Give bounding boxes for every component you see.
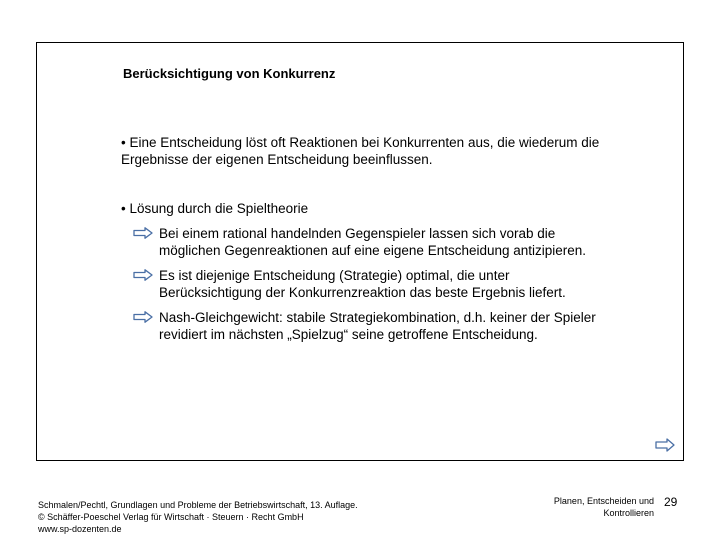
slide-title: Berücksichtigung von Konkurrenz <box>123 66 336 81</box>
sub-point-line: revidiert im nächsten „Spielzug“ seine getroffene Entscheidung. <box>159 327 538 342</box>
footer-citation <box>38 499 358 535</box>
bullet-point <box>121 200 641 217</box>
right-arrow-icon <box>133 311 153 323</box>
footer-chapter-line: Planen, Entscheiden und <box>553 496 654 506</box>
footer-line: © Schäffer-Poeschel Verlag für Wirtschaft · Steuern · Recht GmbH <box>38 512 304 522</box>
right-arrow-icon <box>133 269 153 281</box>
sub-point-text <box>159 225 653 259</box>
sub-point-line: Nash-Gleichgewicht: stabile Strategiekombination, d.h. keiner der Spieler <box>159 310 596 325</box>
sub-point-text <box>159 267 653 301</box>
sub-point <box>133 225 653 261</box>
page-number: 29 <box>664 495 678 509</box>
sub-point <box>133 309 653 345</box>
sub-point <box>133 267 653 303</box>
sub-point-line: möglichen Gegenreaktionen auf eine eigene Entscheidung antizipieren. <box>159 243 587 258</box>
bullet-text-line: • Lösung durch die Spieltheorie <box>121 201 309 216</box>
footer-chapter-line: Kontrollieren <box>603 508 654 518</box>
next-slide-arrow-icon[interactable] <box>655 438 675 452</box>
right-arrow-icon <box>133 227 153 239</box>
bullet-text-line: Ergebnisse der eigenen Entscheidung beeinflussen. <box>121 152 433 167</box>
sub-point-line: Es ist diejenige Entscheidung (Strategie) optimal, die unter <box>159 268 510 283</box>
footer-link[interactable]: www.sp-dozenten.de <box>38 524 122 534</box>
sub-point-line: Bei einem rational handelnden Gegenspieler lassen sich vorab die <box>159 226 556 241</box>
sub-point-text <box>159 309 653 343</box>
footer-line: Schmalen/Pechtl, Grundlagen und Probleme der Betriebswirtschaft, 13. Auflage. <box>38 500 358 510</box>
bullet-point <box>121 134 641 168</box>
footer-chapter <box>554 495 654 519</box>
sub-point-line: Berücksichtigung der Konkurrenzreaktion das beste Ergebnis liefert. <box>159 285 566 300</box>
bullet-text-line: • Eine Entscheidung löst oft Reaktionen bei Konkurrenten aus, die wiederum die <box>121 135 600 150</box>
